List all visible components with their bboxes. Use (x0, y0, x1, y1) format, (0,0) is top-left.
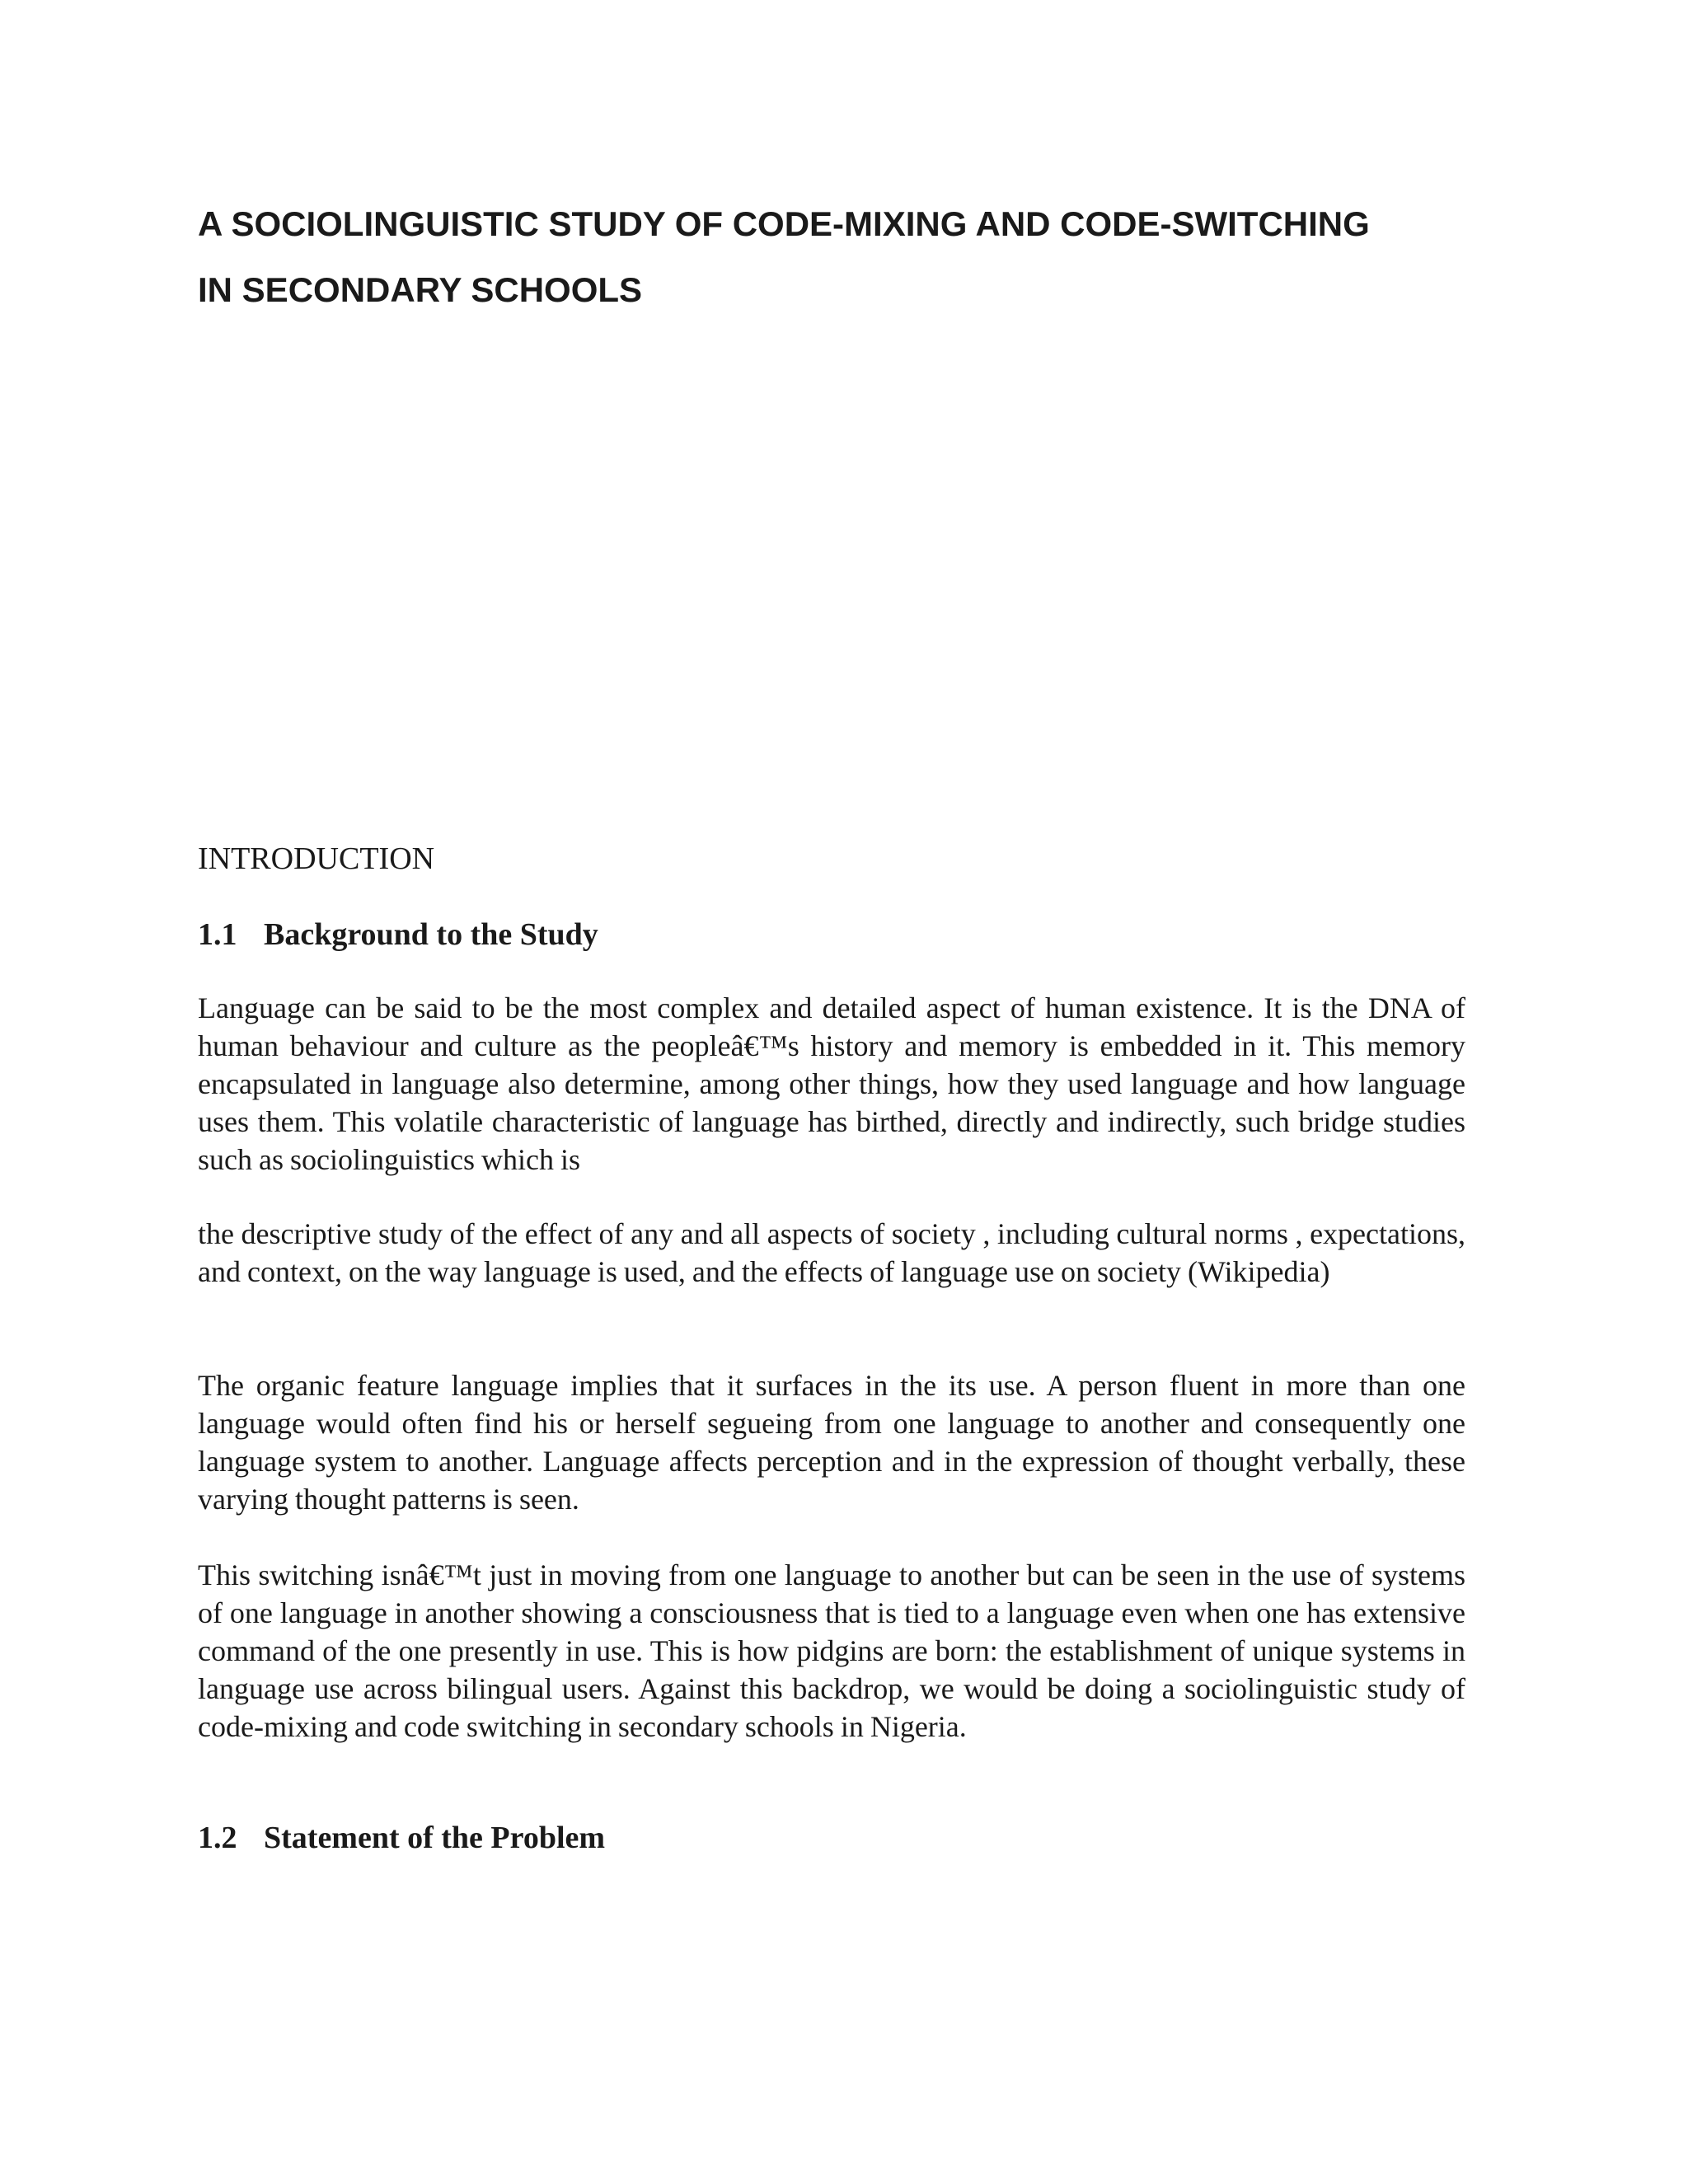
section-title: Background to the Study (264, 917, 598, 952)
paragraph-language-complexity: Language can be said to be the most complex and detailed aspect of human existence. It is the DNA of human behaviour and culture as the peopleâ€™s history and memory is embedded in it. This memory encapsulated in language also determine, among other things, how they used language and how language uses them. This volatile characteristic of language has birthed, directly and indirectly, such bridge studies such as sociolinguistics which is (198, 991, 1465, 1176)
section-number: 1.2 (198, 1821, 237, 1855)
section-title: Statement of the Problem (264, 1821, 606, 1855)
document-title (198, 191, 1484, 323)
document-title-line-1: A SOCIOLINGUISTIC STUDY OF CODE-MIXING AND CODE-SWITCHING (198, 204, 1370, 243)
document-title-line-2: IN SECONDARY SCHOOLS (198, 270, 643, 309)
section-number: 1.1 (198, 917, 237, 952)
section-heading-problem-statement (198, 1818, 605, 1858)
paragraph-sociolinguistics-definition: the descriptive study of the effect of any and all aspects of society , including cultural norms , expectations, and context, on the way language is used, and the effects of language use on society (Wikipedia) (198, 1217, 1465, 1288)
paragraph-organic-feature: The organic feature language implies that it surfaces in the its use. A person fluent in more than one language would often find his or herself segueing from one language to another and consequently one language system to another. Language affects perception and in the expression of thought verbally, these varying thought patterns is seen. (198, 1369, 1465, 1516)
paragraph-switching: This switching isnâ€™t just in moving from one language to another but can be seen in the use of systems of one language in another showing a consciousness that is tied to a language even when one has extensive command of the one presently in use. This is how pidgins are born: the establishment of unique systems in language use across bilingual users. Against this backdrop, we would be doing a sociolinguistic study of code-mixing and code switching in secondary schools in Nigeria. (198, 1558, 1465, 1743)
section-heading-background (198, 915, 598, 954)
introduction-label: INTRODUCTION (198, 841, 435, 876)
